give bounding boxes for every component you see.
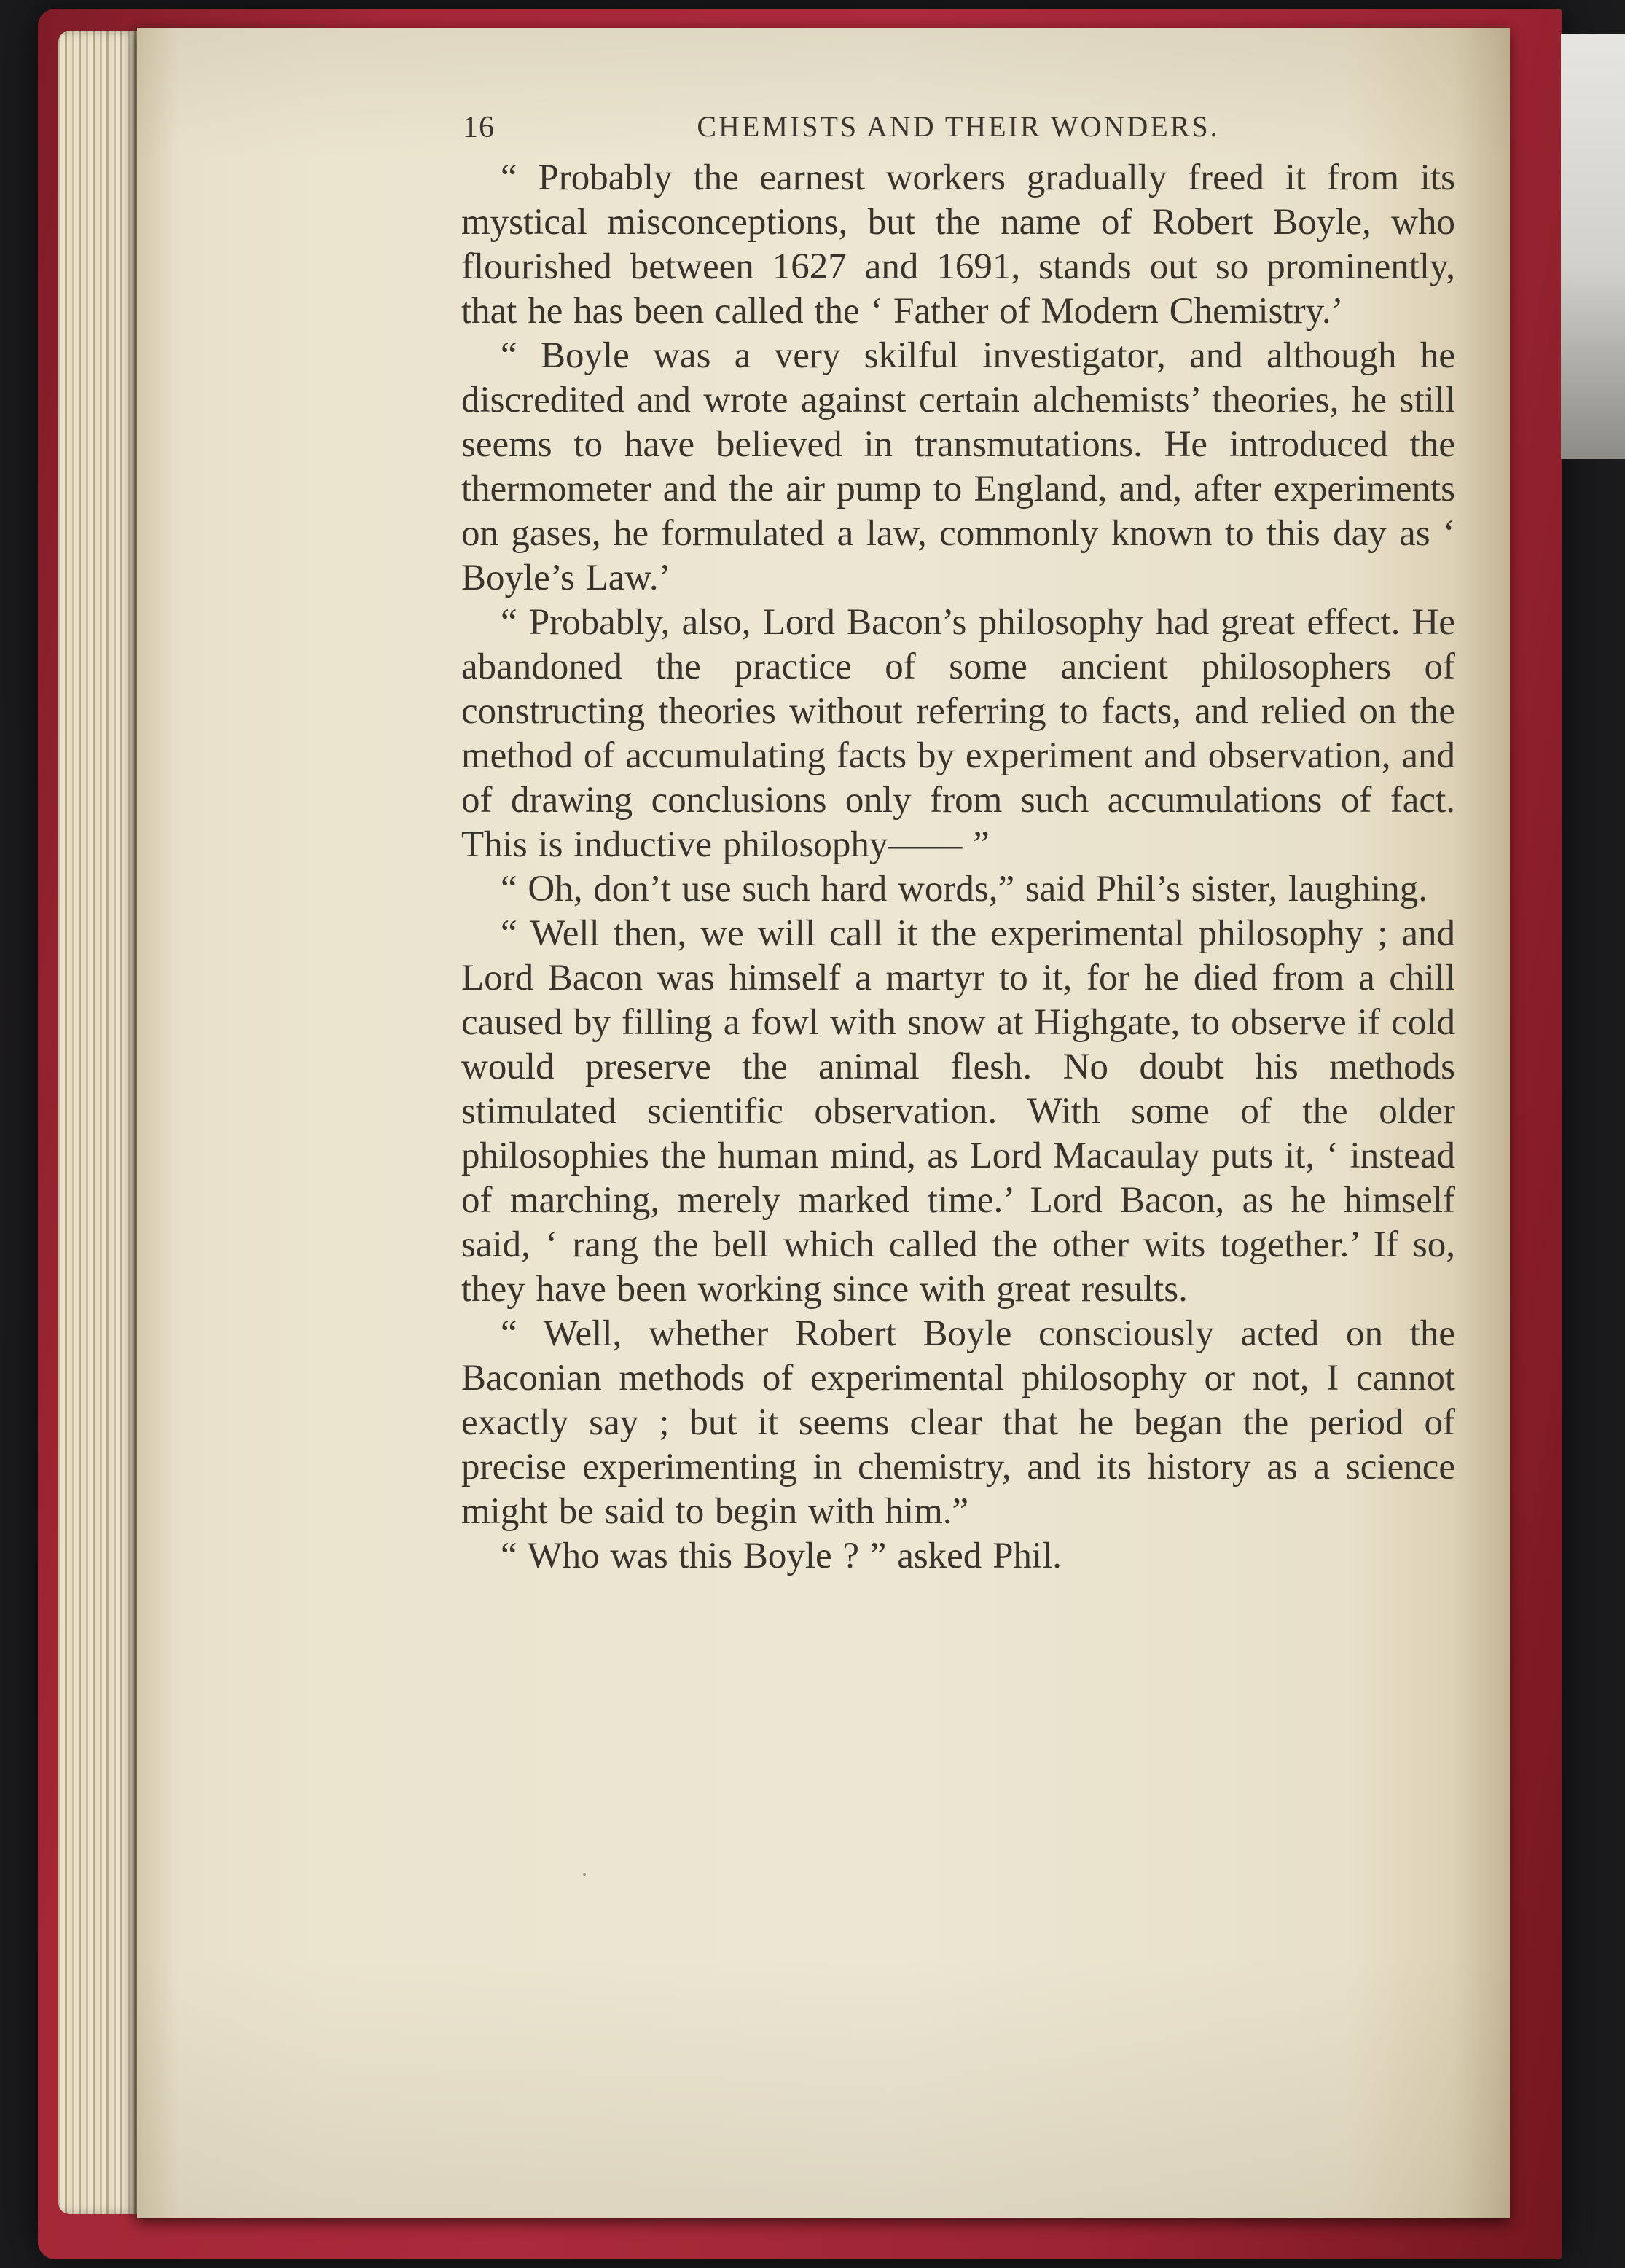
page-header <box>461 109 1455 147</box>
page-number: 16 <box>463 111 495 144</box>
paragraph: “ Boyle was a very skilful investigator, and although he discredited and wrote against certain alchemists’ theories, he still seems to have believed in transmutations. He introduced the thermometer and the air pump to England, and, after experiments on gases, he formulated a law, commonly known to this day as ‘ Boyle’s Law.’ <box>461 335 1455 598</box>
page-text <box>461 156 1455 1579</box>
running-title: CHEMISTS AND THEIR WONDERS. <box>697 110 1220 143</box>
adjacent-page-edge <box>1561 34 1625 459</box>
paragraph: “ Who was this Boyle ? ” asked Phil. <box>501 1536 1062 1576</box>
page-stack-edges <box>58 31 140 2214</box>
paragraph: “ Probably the earnest workers gradually freed it from its mystical misconceptions, but the name of Robert Boyle, who flourished between 1627 and 1691, stands out so prominently, that he has been called the ‘ Father of Modern Chemistry.’ <box>461 157 1455 332</box>
paragraph: “ Oh, don’t use such hard words,” said Phil’s sister, laughing. <box>501 869 1428 910</box>
paragraph: “ Well, whether Robert Boyle consciously acted on the Baconian methods of experimental philosophy or not, I cannot exactly say ; but it seems clear that he began the period of precise experimenting in chemistry, and its history as a science might be said to begin with him.” <box>461 1313 1455 1532</box>
paragraph: “ Probably, also, Lord Bacon’s philosophy had great effect. He abandoned the practice of some ancient philosophers of constructing theories without referring to facts, and relied on the method of accumulating facts by experiment and observation, and of drawing conclusions only from such accumulations of fact. This is inductive philosophy—— ” <box>461 602 1455 865</box>
book-page <box>137 28 1510 2218</box>
paragraph: “ Well then, we will call it the experimental philosophy ; and Lord Bacon was himself a martyr to it, for he died from a chill caused by filling a fowl with snow at Highgate, to observe if cold would preserve the animal flesh. No doubt his methods stimulated scientific observation. With some of the older philosophies the human mind, as Lord Macaulay puts it, ‘ instead of marching, merely marked time.’ Lord Bacon, as he himself said, ‘ rang the bell which called the other wits together.’ If so, they have been working since with great results. <box>461 913 1455 1310</box>
scan-speck <box>583 1873 586 1876</box>
